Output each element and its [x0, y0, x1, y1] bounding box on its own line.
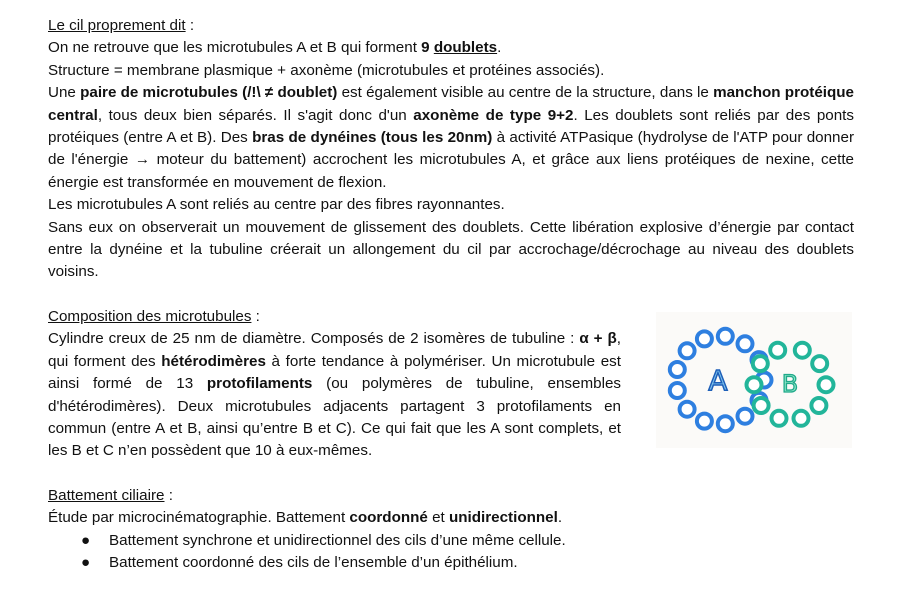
protofilament [680, 344, 695, 359]
protofilament [794, 411, 809, 426]
protofilament [795, 343, 810, 358]
protofilament [811, 398, 826, 413]
battement-line [48, 507, 854, 529]
document-page [48, 15, 854, 574]
bullet-icon: ● [81, 553, 91, 571]
heading-battement-suffix: : [164, 486, 173, 504]
list-item [48, 530, 854, 552]
bold-run: α + β [579, 330, 617, 348]
bold-run: protofilaments [206, 375, 313, 393]
battement-list [48, 530, 854, 575]
bold-run: coordonné [349, 509, 428, 527]
protofilament [812, 356, 827, 371]
heading-cil: Le cil proprement dit [48, 17, 186, 34]
protofilament [718, 329, 733, 344]
bold-run: axonème de type 9+2 [413, 106, 574, 124]
protofilament [738, 337, 753, 352]
bold-run: unidirectionnel [448, 509, 558, 527]
bullet-icon: ● [81, 531, 91, 549]
composition-section [48, 306, 854, 463]
protofilament [753, 356, 768, 371]
protofilament [819, 377, 834, 392]
protofilament [772, 411, 787, 426]
protofilament [670, 362, 685, 377]
microtubule-doublet-illustration-icon [656, 312, 852, 448]
list-item [48, 552, 854, 574]
label-a: A [708, 364, 728, 398]
composition-paragraph [48, 328, 621, 462]
list-item-text: Battement coordonné des cils de l’ensemble d’un épithélium. [109, 553, 518, 571]
cil-paragraph-5: Sans eux on observerait un mouvement de glissement des doublets. Cette libération explosive d’énergie par contact entre la dynéine et la tubuline créerait un allongement du cil par accrochage/décrochage au niveau des doublets voisins. [48, 218, 854, 281]
list-item-text: Battement synchrone et unidirectionnel des cils d’une même cellule. [109, 531, 566, 549]
text-run: , qui forment des [48, 330, 621, 370]
bold-underline-run: doublets [433, 39, 498, 57]
text-run: Étude par microcinématographie. Battement [48, 509, 350, 527]
text-run: est également visible au centre de la structure, dans le [337, 84, 714, 102]
protofilament [697, 414, 712, 429]
text-run: Cylindre creux de 25 nm de diamètre. Composés de 2 isomères de tubuline : [48, 330, 580, 348]
protofilament [754, 398, 769, 413]
bold-run: manchon protéique central [48, 84, 854, 124]
cil-paragraph-3 [48, 82, 854, 194]
text-run: et [427, 509, 449, 527]
bold-run: 9 [421, 39, 434, 57]
protofilament [770, 343, 785, 358]
text-run: (ou polymères de tubuline, ensembles d'hétérodimères). Deux microtubules adjacents partagent 3 protofilaments en commun (entre A et B, ainsi qu’entre B et C). Ce qui fait que les A sont complets, et les B et C n’en possèdent que 10 à eux-mêmes. [48, 375, 621, 460]
protofilament [747, 377, 762, 392]
cil-line-4: Les microtubules A sont reliés au centre par des fibres rayonnantes. [48, 196, 505, 214]
text-run: à forte tendance à polymériser. Un microtubule est ainsi formé de 13 [48, 352, 621, 393]
text-run: à activité ATPasique (hydrolyse de l'ATP pour donner de l'énergie → moteur du battement) accrochent les microtubules A, et grâce aux liens protéiques de nexine, cette énergie est transformée en mouvement de flexion. [48, 129, 855, 191]
protofilament [680, 402, 695, 417]
heading-cil-line [48, 15, 854, 37]
bold-run: bras de dynéines (tous les 20nm) [252, 129, 493, 147]
text-run: . [497, 39, 502, 57]
heading-battement: Battement ciliaire [48, 486, 165, 504]
heading-composition-suffix: : [251, 307, 260, 325]
protofilament [670, 383, 685, 398]
text-run: . [557, 509, 563, 527]
protofilament [697, 332, 712, 347]
battement-section [48, 485, 854, 575]
heading-composition: Composition des microtubules [48, 307, 252, 325]
heading-cil-suffix: : [185, 17, 195, 34]
cil-line-2: Structure = membrane plasmique + axonème (microtubules et protéines associés). [48, 61, 605, 79]
composition-body [48, 328, 854, 462]
protofilament [718, 416, 733, 431]
text-run: Une [48, 84, 81, 102]
text-run: On ne retrouve que les microtubules A et B qui forment [48, 39, 422, 57]
bold-run: paire de microtubules (/!\ ≠ doublet) [80, 84, 338, 102]
protofilament [738, 409, 753, 424]
text-run: . Les doublets sont reliés par des ponts protéiques (entre A et B). Des [48, 106, 854, 147]
text-run: , tous deux bien séparés. Il s'agit donc d'un [97, 106, 414, 124]
bold-run: hétérodimères [161, 352, 266, 370]
cil-line-1 [48, 37, 854, 59]
heading-battement-line [48, 485, 854, 507]
label-b: B [781, 370, 799, 399]
